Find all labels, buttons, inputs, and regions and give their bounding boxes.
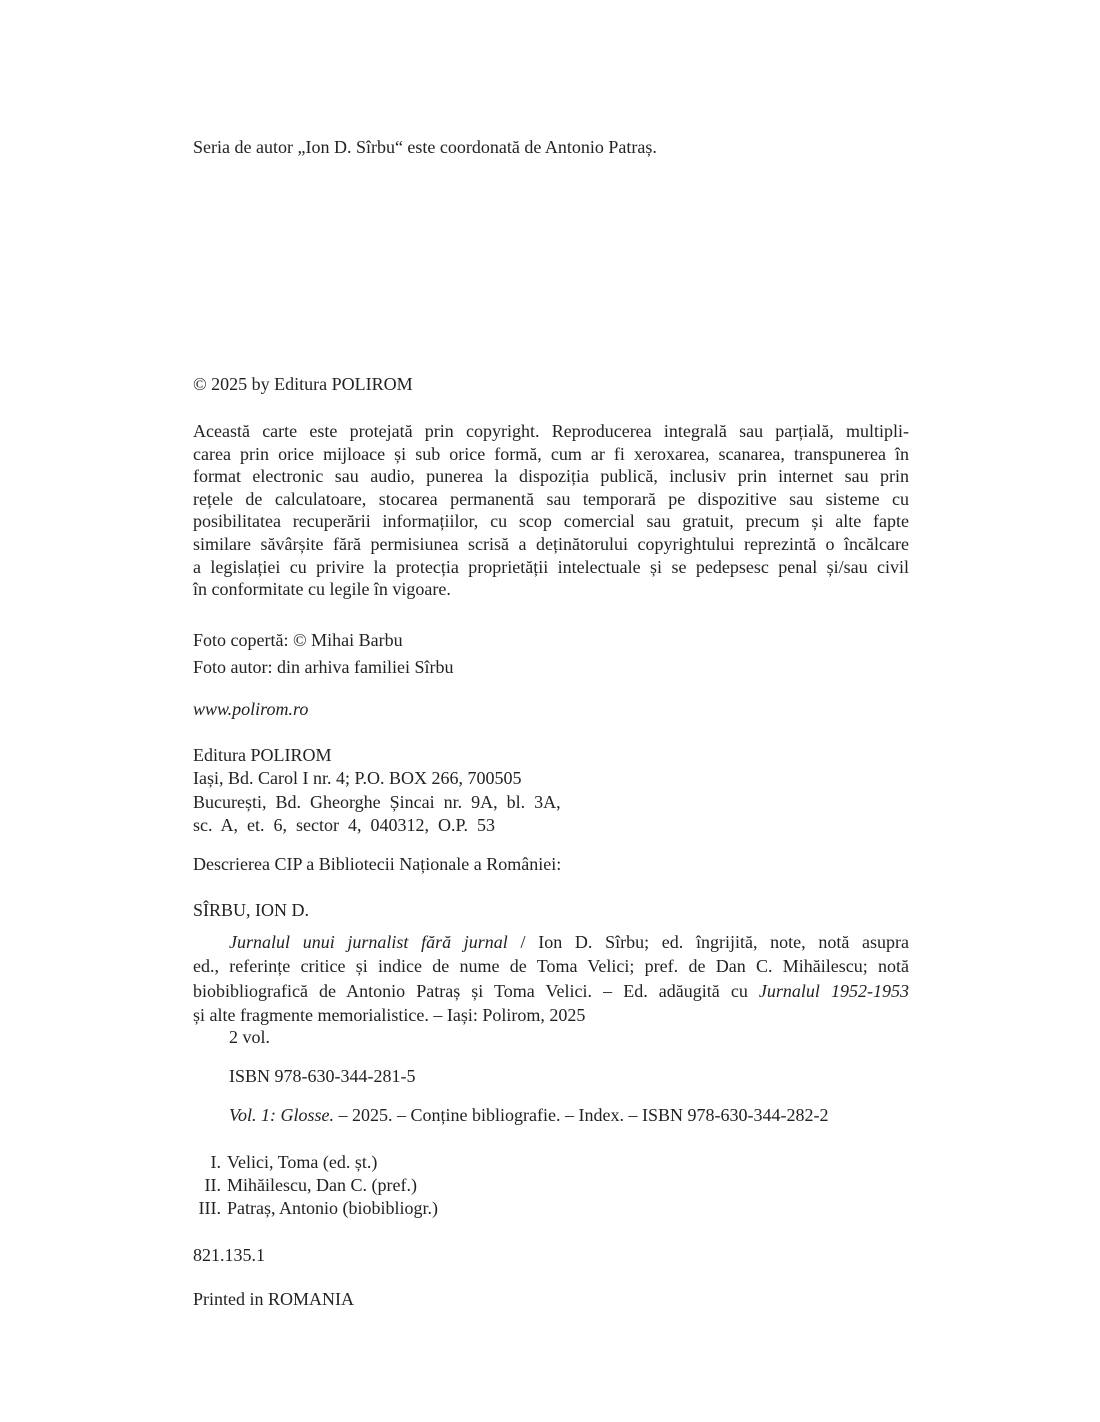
publisher-name: Editura POLIROM <box>193 745 332 765</box>
paragraph-line: similare săvârșite fără permisiunea scrisă a deținătorului copyrightului reprezintă o încălcare <box>193 533 909 554</box>
contributor-text: Patraș, Antonio (biobibliogr.) <box>227 1198 438 1218</box>
paragraph-line: rețele de calculatoare, stocarea permanentă sau temporară pe dispozitive sau sisteme cu <box>193 488 909 509</box>
publisher-address-bucuresti-2: sc. A, et. 6, sector 4, 040312, O.P. 53 <box>193 814 495 835</box>
series-note: Seria de autor „Ion D. Sîrbu“ este coordonată de Antonio Patraș. <box>193 137 657 157</box>
contributor-numeral: II. <box>204 1175 221 1195</box>
contributor-row <box>193 1174 909 1197</box>
publisher-address-block <box>193 744 909 837</box>
contributor-text: Velici, Toma (ed. șt.) <box>227 1152 378 1172</box>
cip-volumes: 2 vol. <box>229 1027 271 1047</box>
photo-credit-cover: Foto copertă: © Mihai Barbu <box>193 630 403 650</box>
cip-line-text: biobibliografică de Antonio Patraș și Toma Velici. – Ed. adăugită cu <box>193 980 759 1001</box>
cip-line <box>193 930 909 954</box>
cip-journal-title: Jurnalul 1952-1953 <box>758 980 909 1001</box>
cip-volume1-rest: – 2025. – Conține bibliografie. – Index. – ISBN 978-630-344-282-2 <box>334 1105 829 1125</box>
cip-volume1-line <box>193 1104 945 1127</box>
cip-book-title: Jurnalul unui jurnalist fără jurnal <box>229 932 508 952</box>
photo-credits <box>193 627 909 681</box>
paragraph-line: posibilitatea recuperării informațiilor, cu scop comercial sau gratuit, precum și alte fapte <box>193 511 909 532</box>
contributor-row <box>193 1151 909 1174</box>
cip-description <box>193 930 909 1027</box>
printed-in-note: Printed in ROMANIA <box>193 1289 354 1309</box>
cip-heading: Descrierea CIP a Bibliotecii Naționale a României: <box>193 854 562 874</box>
paragraph-line: a legislației cu privire la protecția proprietății intelectuale și se pedepsesc penal și/sau civil <box>193 556 909 577</box>
paragraph-line: format electronic sau audio, punerea la dispoziția publică, inclusiv prin internet sau prin <box>193 466 909 487</box>
contributor-numeral: III. <box>198 1198 221 1218</box>
publisher-address-bucuresti-1: București, Bd. Gheorghe Șincai nr. 9A, bl. 3A, <box>193 791 561 812</box>
publisher-website: www.polirom.ro <box>193 699 309 719</box>
paragraph-line: carea prin orice mijloace și sub orice formă, cum ar fi xeroxarea, scanarea, transpunerea în <box>193 443 909 464</box>
contributor-text: Mihăilescu, Dan C. (pref.) <box>227 1175 417 1195</box>
cip-author-header: SÎRBU, ION D. <box>193 900 310 920</box>
contributor-row <box>193 1197 909 1220</box>
copyright-line: © 2025 by Editura POLIROM <box>193 374 413 394</box>
contributor-numeral: I. <box>210 1152 221 1172</box>
cip-contributors <box>193 1151 909 1220</box>
publisher-address-iasi: Iași, Bd. Carol I nr. 4; P.O. BOX 266, 700505 <box>193 768 522 789</box>
cip-line: și alte fragmente memorialistice. – Iași: Polirom, 2025 <box>193 1004 586 1025</box>
copyright-paragraph <box>193 420 909 601</box>
paragraph-line: în conformitate cu legile în vigoare. <box>193 579 451 600</box>
cip-line: ed., referințe critice și indice de nume de Toma Velici; pref. de Dan C. Mihăilescu; notă <box>193 956 909 977</box>
cip-isbn-set: ISBN 978-630-344-281-5 <box>229 1066 416 1086</box>
photo-credit-author: Foto autor: din arhiva familiei Sîrbu <box>193 657 454 677</box>
cip-udc-number: 821.135.1 <box>193 1245 265 1265</box>
paragraph-line: Această carte este protejată prin copyright. Reproducerea integrală sau parțială, multipli- <box>193 421 909 441</box>
cip-volume1-title: Vol. 1: Glosse. <box>229 1105 334 1125</box>
cip-line-text: / Ion D. Sîrbu; ed. îngrijită, note, notă asupra <box>507 932 910 952</box>
cip-line <box>193 979 909 1003</box>
